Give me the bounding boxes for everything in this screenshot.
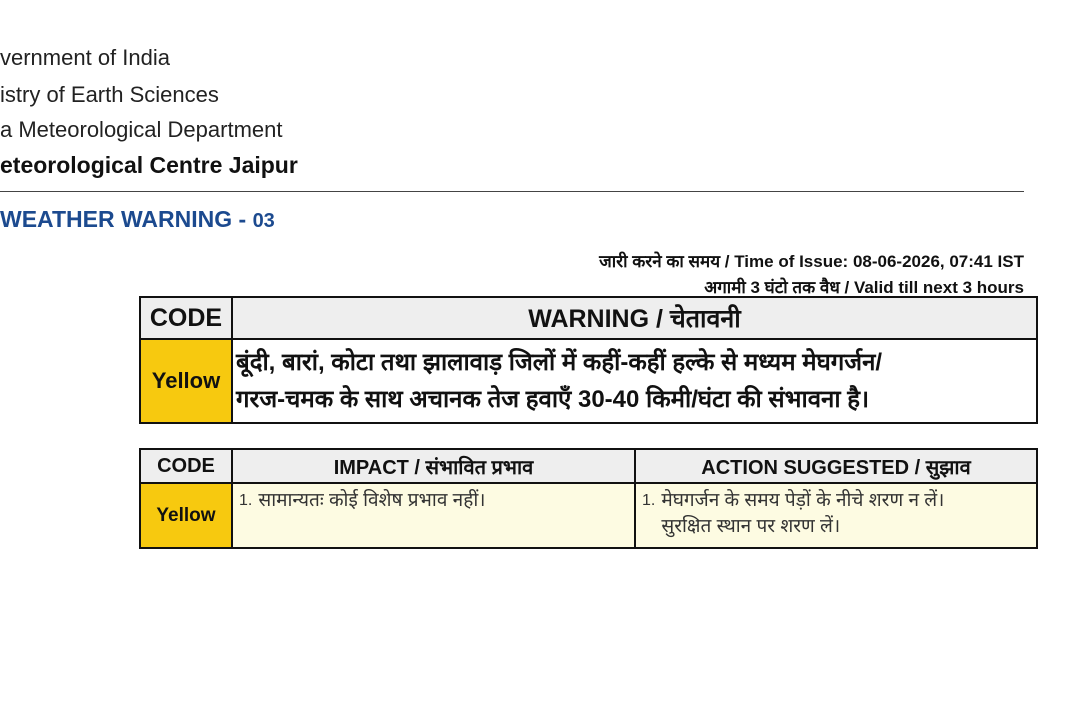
action-header: ACTION SUGGESTED / सुझाव — [635, 449, 1037, 483]
warning-title — [0, 206, 275, 233]
warning-header: WARNING / चेतावनी — [232, 297, 1037, 339]
warning-number: 03 — [252, 210, 275, 232]
warning-table — [139, 296, 1038, 424]
impact-item-text: सामान्यतः कोई विशेष प्रभाव नहीं। — [258, 490, 486, 511]
issue-time: जारी करने का समय / Time of Issue: 08-06-2026, 07:41 IST — [599, 252, 1024, 271]
action-item-text: मेघगर्जन के समय पेड़ों के नीचे शरण न लें। — [661, 490, 945, 511]
validity: अगामी 3 घंटो तक वैध / Valid till next 3 hours — [704, 278, 1024, 297]
warning-table-header-row — [140, 297, 1037, 339]
impact-table-row — [140, 483, 1037, 548]
code-badge: Yellow — [140, 339, 232, 423]
code-header: CODE — [140, 297, 232, 339]
warning-text-line: बूंदी, बारां, कोटा तथा झालावाड़ जिलों में कहीं-कहीं हल्के से मध्यम मेघगर्जन/ — [236, 349, 883, 376]
warning-text-line: गरज-चमक के साथ अचानक तेज हवाएँ 30-40 किमी/घंटा की संभावना है। — [236, 386, 870, 413]
org-line-ministry: istry of Earth Sciences — [0, 82, 219, 107]
impact-table-header-row — [140, 449, 1037, 483]
warning-title-label: WEATHER WARNING - — [0, 206, 247, 232]
impact-header: IMPACT / संभावित प्रभाव — [232, 449, 635, 483]
action-item-text: सुरक्षित स्थान पर शरण लें। — [661, 516, 841, 537]
impact-table — [139, 448, 1038, 549]
action-item-number: 1. — [642, 492, 656, 509]
org-line-department: a Meteorological Department — [0, 117, 283, 142]
impact-cell — [232, 483, 635, 548]
warning-table-row — [140, 339, 1037, 423]
action-cell — [635, 483, 1037, 548]
code-header: CODE — [140, 449, 232, 483]
warning-text — [232, 339, 1037, 423]
code-badge: Yellow — [140, 483, 232, 548]
impact-item-number: 1. — [239, 492, 253, 509]
org-line-centre: eteorological Centre Jaipur — [0, 152, 298, 178]
org-line-government: vernment of India — [0, 45, 170, 70]
header-divider — [0, 191, 1024, 192]
